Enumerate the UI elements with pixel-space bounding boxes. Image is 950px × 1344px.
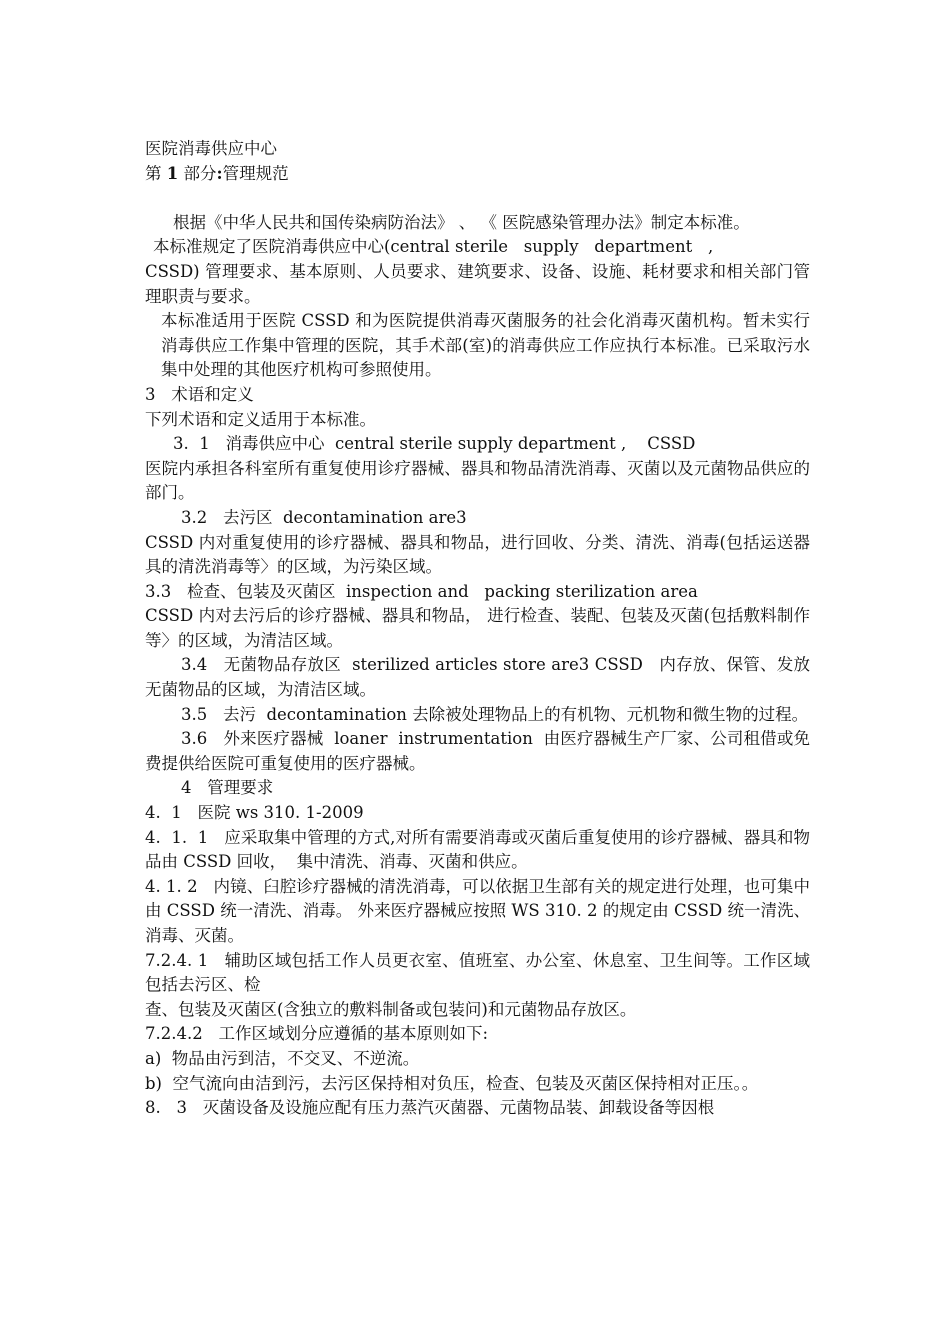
rule-a: a) 物品由污到洁，不交叉、不逆流。: [145, 1048, 420, 1068]
section-7-2-4-1-line1: 7.2.4. 1 辅助区域包括工作人员更衣室、值班室、办公室、休息室、卫生间等。工作区域包括去污区、检: [145, 950, 810, 995]
definition-3-2-body: CSSD 内对重复使用的诊疗器械、器具和物品，进行回收、分类、清洗、消毒(包括运送器具的清洗消毒等〉的区域，为污染区域。: [145, 532, 810, 577]
paragraph-scope-line1: 本标准规定了医院消毒供应中心(central sterile supply department ,: [153, 237, 714, 257]
subtitle-mid: 部分: [178, 163, 217, 183]
subtitle-rest: 管理规范: [222, 163, 289, 183]
section-3-heading: 3 术语和定义: [145, 384, 254, 404]
section-4-heading: 4 管理要求: [181, 778, 274, 798]
definition-3-1-heading: 3. 1 消毒供应中心 central sterile supply department , CSSD: [173, 434, 696, 454]
definition-3-5: 3.5 去污 decontamination 去除被处理物品上的有机物、元机物和微生物的过程。: [181, 704, 809, 724]
subtitle-number: 1: [166, 163, 179, 183]
section-7-2-4-2: 7.2.4.2 工作区域划分应遵循的基本原则如下:: [145, 1024, 489, 1044]
rule-b: b) 空气流向由洁到污，去污区保持相对负压，检查、包装及灭菌区保持相对正压。。: [145, 1073, 759, 1093]
paragraph-scope-line2: CSSD) 管理要求、基本原则、人员要求、建筑要求、设备、设施、耗材要求和相关部门管理职责与要求。: [145, 261, 810, 306]
subtitle-prefix: 第: [145, 163, 167, 183]
doc-subtitle: [145, 162, 810, 187]
section-7-2-4-1-line2: 查、包装及灭菌区(含独立的敷料制备或包装问)和元菌物品存放区。: [145, 999, 637, 1019]
paragraph-applicability: 本标准适用于医院 CSSD 和为医院提供消毒灭菌服务的社会化消毒灭菌机构。暂未实行消毒供应工作集中管理的医院，其手术部(室)的消毒供应工作应执行本标准。已采取污水集中处理的其他医疗机构可参照使用。: [161, 311, 810, 380]
definition-3-1-body: 医院内承担各科室所有重复使用诊疗器械、器具和物品清洗消毒、灭菌以及元菌物品供应的部门。: [145, 458, 810, 503]
document-page: [145, 137, 810, 1121]
definition-3-3-heading: 3.3 检查、包装及灭菌区 inspection and packing sterilization area: [145, 581, 698, 601]
definition-3-3-body: CSSD 内对去污后的诊疗器械、器具和物品， 进行检查、装配、包装及灭菌(包括敷料制作等〉的区域，为清洁区域。: [145, 606, 810, 650]
section-8-3: 8. 3 灭菌设备及设施应配有压力蒸汽灭菌器、元菌物品装、卸载设备等因根: [145, 1098, 715, 1118]
doc-title: 医院消毒供应中心: [145, 139, 277, 158]
definition-3-4: 3.4 无菌物品存放区 sterilized articles store are3 CSSD 内存放、保管、发放无菌物品的区域，为清洁区域。: [145, 655, 810, 700]
definition-3-6: 3.6 外来医疗器械 loaner instrumentation 由医疗器械生产厂家、公司租借或免费提供给医院可重复使用的医疗器械。: [145, 729, 810, 773]
subtitle-colon: :: [216, 163, 223, 183]
definition-3-2-heading: 3.2 去污区 decontamination are3: [181, 507, 467, 527]
paragraph-basis: 根据《中华人民共和国传染病防治法》 、 《 医院感染管理办法》制定本标准。: [173, 212, 750, 232]
section-3-intro: 下列术语和定义适用于本标准。: [145, 409, 376, 429]
blank-line: [145, 186, 810, 211]
section-4-1: 4. 1 医院 ws 310. 1-2009: [145, 803, 364, 823]
section-4-1-2: 4. 1. 2 内镜、臼腔诊疗器械的清洗消毒，可以依据卫生部有关的规定进行处理，也可集中由 CSSD 统一清洗、消毒。 外来医疗器械应按照 WS 310. 2 的规定由 CSSD 统一清洗、消毒、灭菌。: [145, 876, 810, 945]
section-4-1-1: 4. 1. 1 应采取集中管理的方式,对所有需要消毒或灭菌后重复使用的诊疗器械、器具和物品由 CSSD 回收， 集中清洗、消毒、灭菌和供应。: [145, 827, 810, 872]
